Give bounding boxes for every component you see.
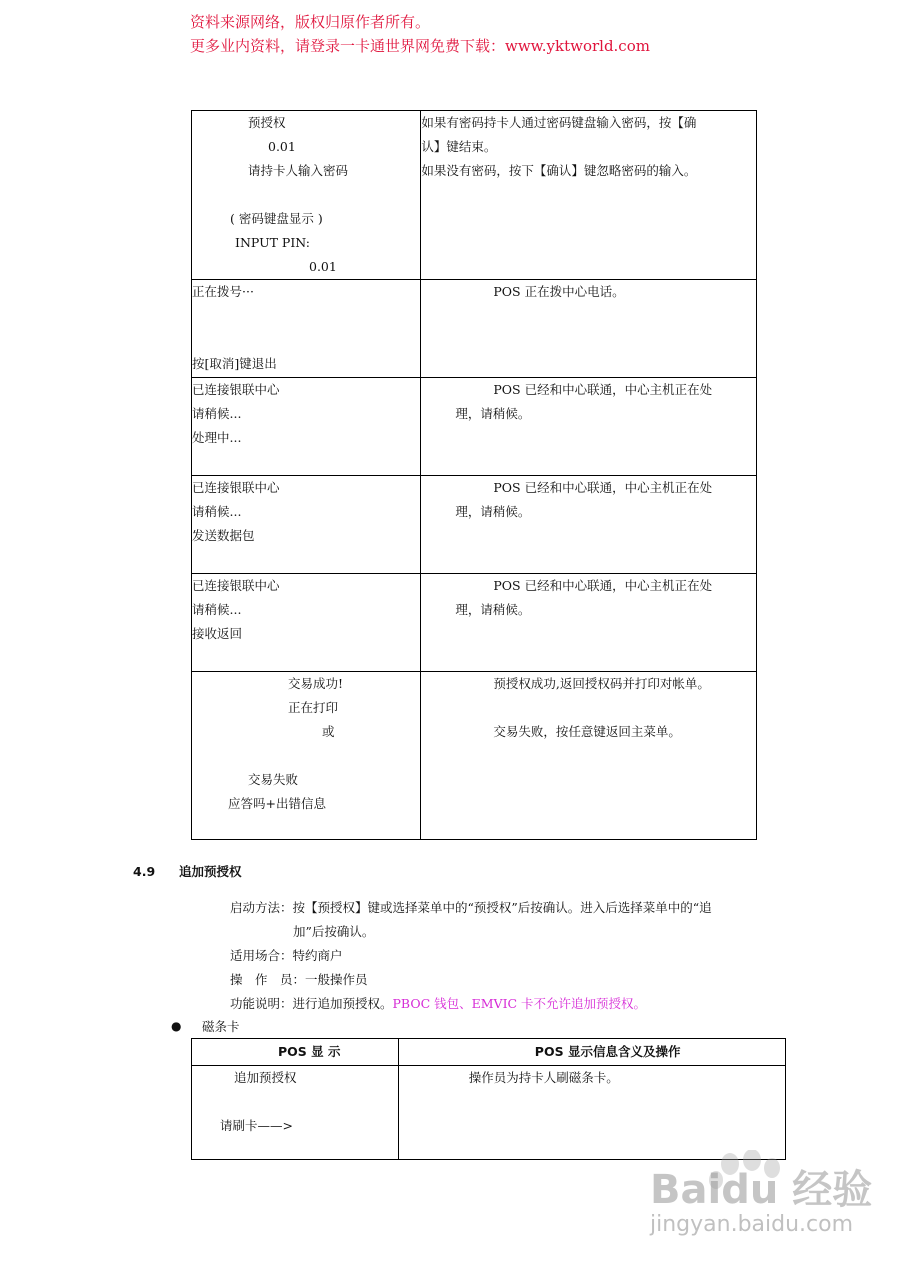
meaning-line: POS 已经和中心联通，中心主机正在处 xyxy=(493,480,713,495)
display-line: 正在拨号··· xyxy=(192,284,254,299)
display-line: 请稍候... xyxy=(192,602,242,617)
display-line: 按[取消]键退出 xyxy=(192,356,277,371)
section-heading xyxy=(133,862,242,880)
meaning-cell xyxy=(421,280,757,378)
operator-line: 操 作 员：一般操作员 xyxy=(230,972,368,987)
start-method-line1: 启动方法：按【预授权】键或选择菜单中的“预授权”后按确认。进入后选择菜单中的“追 xyxy=(230,900,712,915)
display-line: 0.01 xyxy=(268,139,296,154)
display-line xyxy=(192,304,420,328)
meaning-line: 理，请稍候。 xyxy=(455,602,531,617)
start-method-line2: 加”后按确认。 xyxy=(293,924,375,939)
pos-display-cell xyxy=(192,672,421,840)
magstripe-table xyxy=(191,1038,786,1160)
display-line: 已连接银联中心 xyxy=(192,480,280,495)
meaning-line: POS 已经和中心联通，中心主机正在处 xyxy=(493,382,713,397)
display-line: 应答吗+出错信息 xyxy=(228,796,326,811)
column-header-meaning: POS 显示信息含义及操作 xyxy=(398,1039,785,1066)
pos-display-cell xyxy=(192,476,421,574)
display-line: 交易成功! xyxy=(288,676,344,691)
meaning-line: 理，请稍候。 xyxy=(455,504,531,519)
display-line: 正在打印 xyxy=(288,700,339,715)
meaning-cell xyxy=(398,1066,785,1160)
display-line xyxy=(192,744,420,768)
magstripe-card-label: 磁条卡 xyxy=(202,1019,240,1034)
function-prefix: 功能说明：进行追加预授权。 xyxy=(230,996,393,1011)
meaning-line: 认】键结束。 xyxy=(421,139,497,154)
display-line xyxy=(192,183,420,207)
display-line: 追加预授权 xyxy=(234,1070,297,1085)
pos-display-table xyxy=(191,110,757,840)
display-line: 已连接银联中心 xyxy=(192,578,280,593)
display-line: 或 xyxy=(322,724,335,739)
display-line: INPUT PIN: xyxy=(235,235,310,250)
display-line: 交易失败 xyxy=(248,772,299,787)
meaning-line: 交易失败，按任意键返回主菜单。 xyxy=(493,724,681,739)
meaning-cell xyxy=(421,111,757,280)
display-line: 发送数据包 xyxy=(192,528,255,543)
display-line xyxy=(192,328,420,352)
display-line: 接收返回 xyxy=(192,626,243,641)
display-line: 0.01 xyxy=(309,259,337,274)
watermark-brand: Baidu 经验 xyxy=(650,1167,873,1213)
display-line: 请持卡人输入密码 xyxy=(248,163,349,178)
meaning-line: 如果没有密码，按下【确认】键忽略密码的输入。 xyxy=(421,163,697,178)
meaning-line: POS 正在拨中心电话。 xyxy=(493,284,625,299)
table-row xyxy=(192,672,757,840)
table-row xyxy=(192,378,757,476)
display-line: 请稍候... xyxy=(192,406,242,421)
pos-display-cell xyxy=(192,574,421,672)
header-download-line: 更多业内资料，请登录一卡通世界网免费下载：www.yktworld.com xyxy=(190,37,650,55)
table-row xyxy=(192,1066,786,1160)
pos-display-cell xyxy=(192,280,421,378)
pos-display-cell xyxy=(192,378,421,476)
display-line: 请刷卡——> xyxy=(220,1118,293,1133)
meaning-line: 预授权成功,返回授权码并打印对帐单。 xyxy=(493,676,710,691)
watermark-url: jingyan.baidu.com xyxy=(650,1212,854,1237)
display-line: ( 密码键盘显示 ) xyxy=(230,211,323,226)
meaning-line: 操作员为持卡人刷磁条卡。 xyxy=(468,1070,619,1085)
display-line: 已连接银联中心 xyxy=(192,382,280,397)
function-description xyxy=(230,994,646,1014)
table-row xyxy=(192,574,757,672)
table-row xyxy=(192,476,757,574)
function-note: PBOC 钱包、EMVIC 卡不允许追加预授权。 xyxy=(392,996,647,1011)
section-title: 追加预授权 xyxy=(179,864,242,879)
section-number: 4.9 xyxy=(133,864,156,879)
meaning-line: 理，请稍候。 xyxy=(455,406,531,421)
pos-display-cell xyxy=(192,1066,399,1160)
blank-line xyxy=(192,1090,398,1114)
table-row xyxy=(192,280,757,378)
bullet-icon: ● xyxy=(171,1019,182,1033)
pos-display-cell xyxy=(192,111,421,280)
meaning-cell xyxy=(421,672,757,840)
meaning-cell xyxy=(421,476,757,574)
table-header-row xyxy=(192,1039,786,1066)
display-line: 请稍候... xyxy=(192,504,242,519)
column-header-pos-display: POS 显 示 xyxy=(192,1039,399,1066)
table-row xyxy=(192,111,757,280)
meaning-line: 如果有密码持卡人通过密码键盘输入密码，按【确 xyxy=(421,115,697,130)
meaning-line: POS 已经和中心联通，中心主机正在处 xyxy=(493,578,713,593)
header-copyright-line: 资料来源网络，版权归原作者所有。 xyxy=(190,13,431,31)
applicable-scene: 适用场合：特约商户 xyxy=(230,948,343,963)
display-line: 处理中... xyxy=(192,430,242,445)
meaning-cell xyxy=(421,574,757,672)
meaning-line xyxy=(421,696,756,720)
display-line: 预授权 xyxy=(248,115,286,130)
meaning-cell xyxy=(421,378,757,476)
